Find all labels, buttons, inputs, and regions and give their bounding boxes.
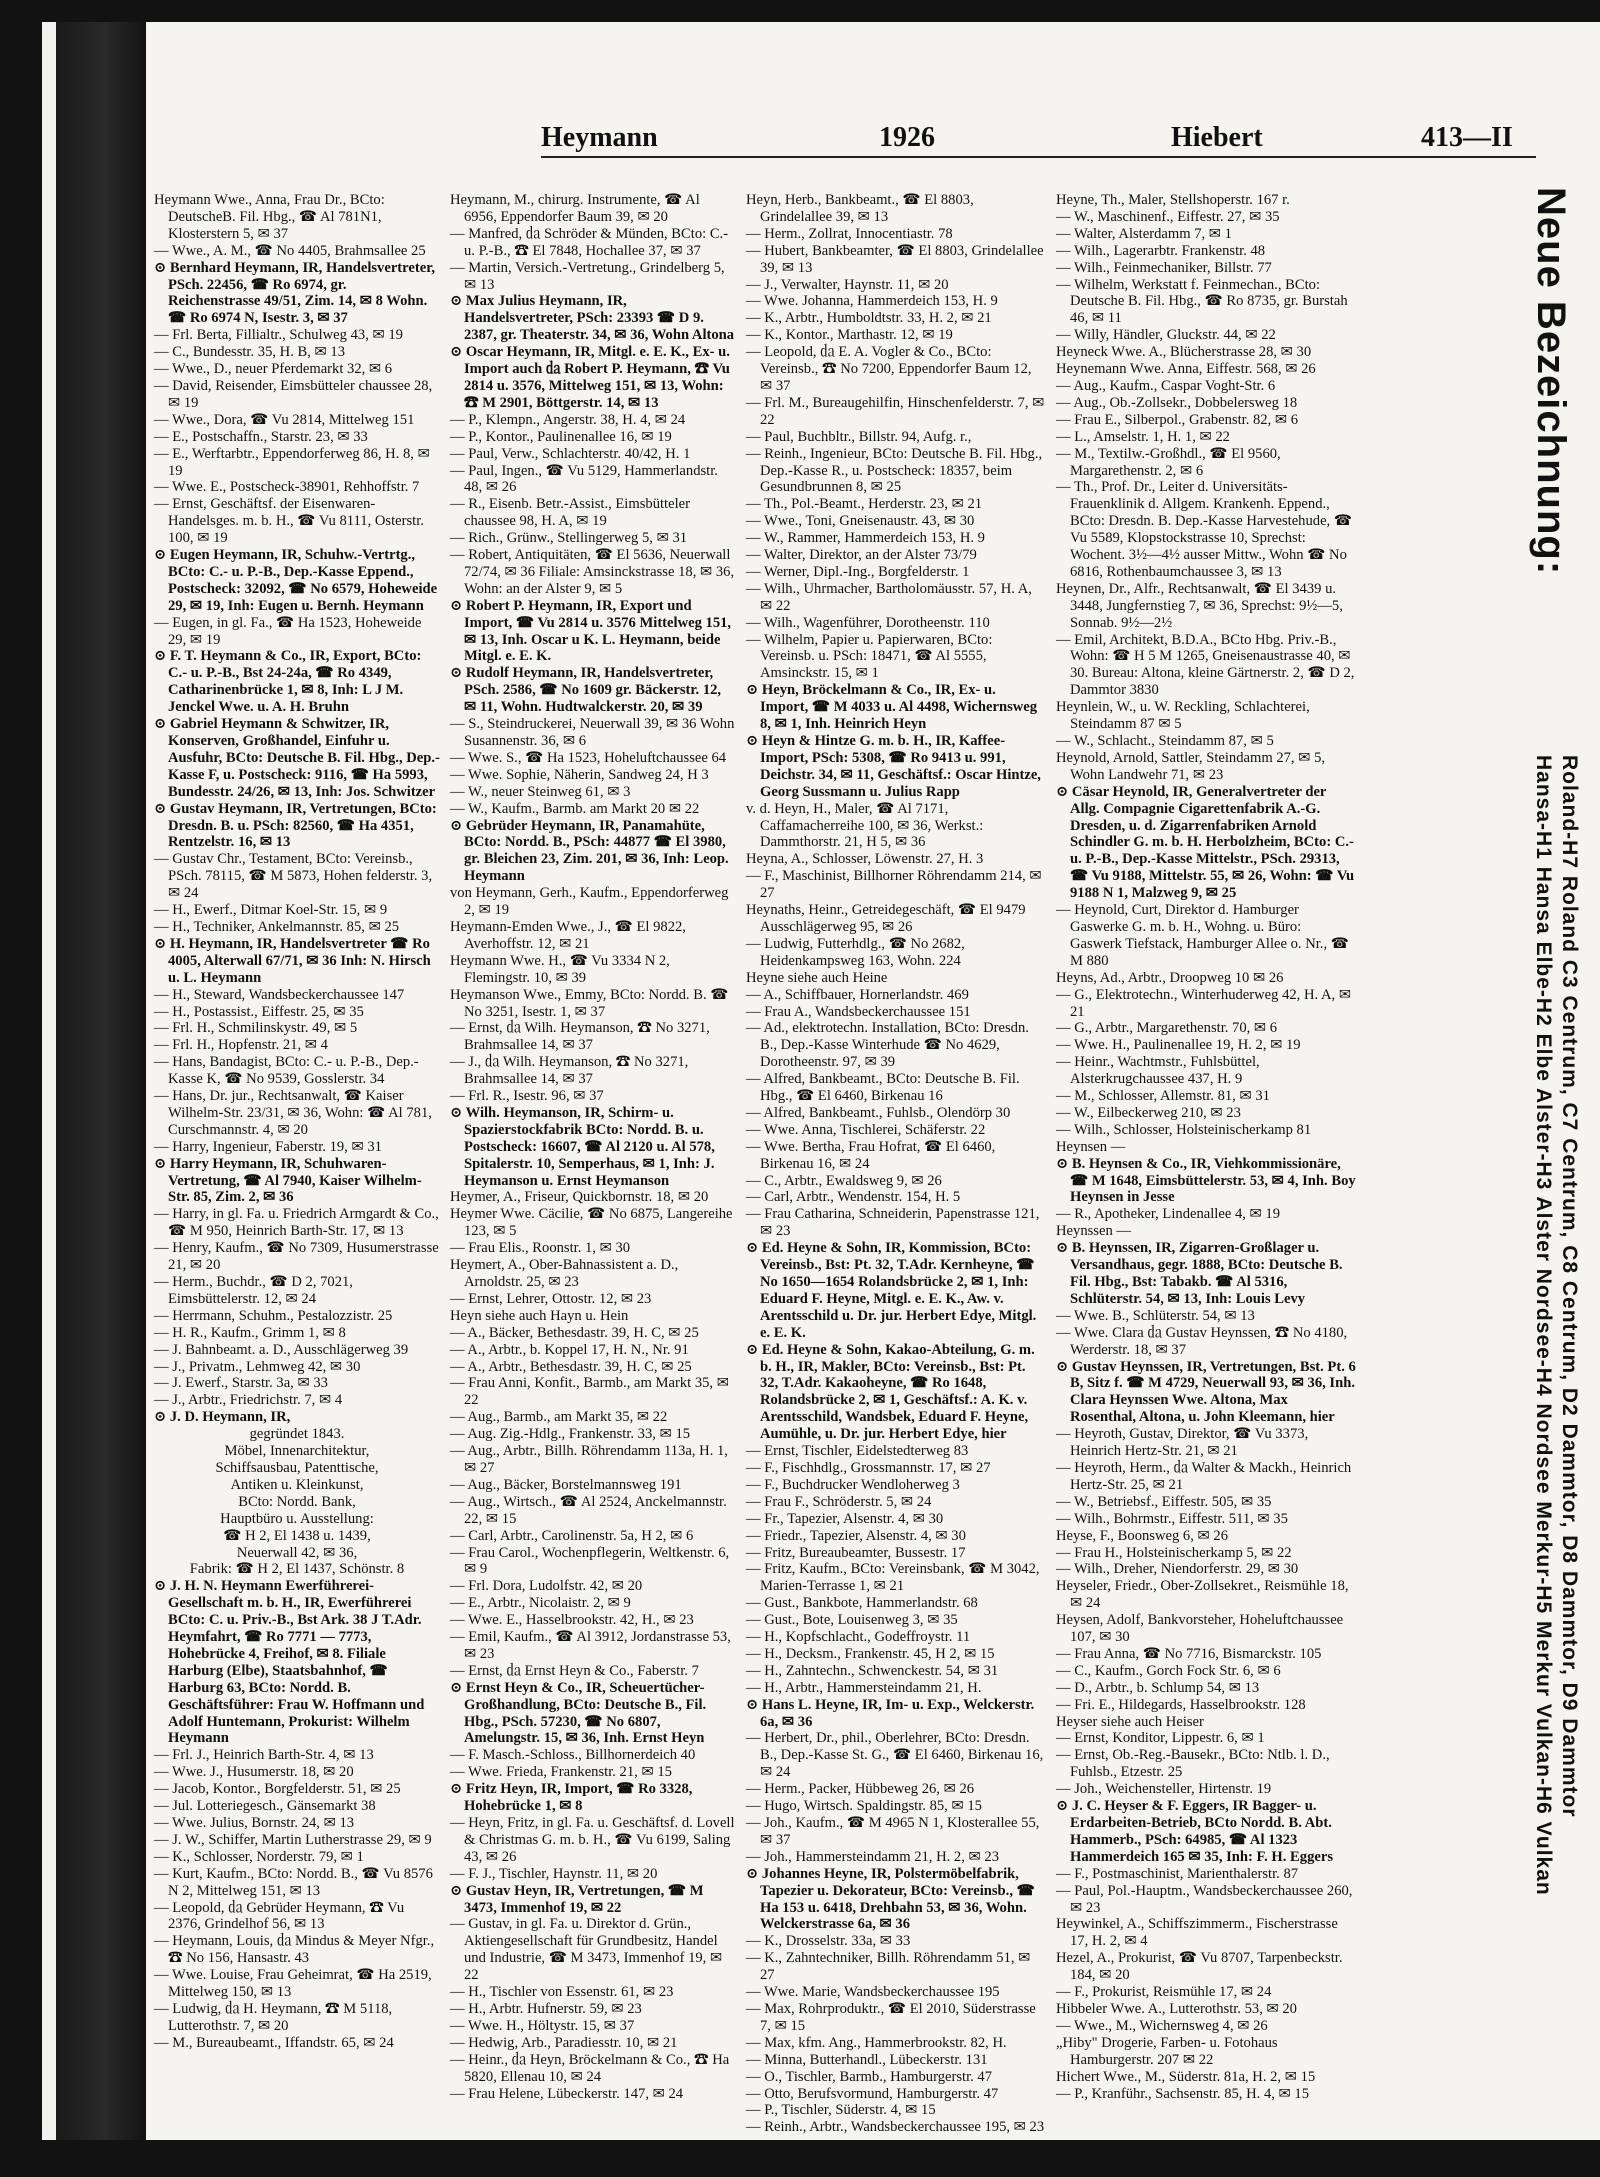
directory-entry: ⊙ Wilh. Heymanson, IR, Schirm- u. Spazierstockfabrik BCto: Nordd. B. u. Postscheck: 16607, ☎ Al 2120 u. Al 578, Spitalerstr. 10, Semperhaus, ✉ 1, Inh: J. Heymanson u. Ernst Heymanson [450, 1104, 715, 1189]
directory-entry: — Ernst, Konditor, Lippestr. 6, ✉ 1 [1056, 1730, 1265, 1747]
directory-entry: — Wwe., Dora, ☎ Vu 2814, Mittelweg 151 [154, 411, 415, 428]
directory-entry: — Wilhelm, Papier u. Papierwaren, BCto: Vereinsb. u. PSch: 18471, ☎ Al 5555, Amsinckstr. 15, ✉ 1 [746, 631, 993, 682]
directory-entry: — P., Klempn., Angerstr. 38, H. 4, ✉ 24 [450, 411, 686, 428]
directory-entry: — F. Masch.-Schloss., Billhornerdeich 40 [450, 1747, 696, 1764]
directory-entry: — R., Apotheker, Lindenallee 4, ✉ 19 [1056, 1206, 1281, 1223]
directory-entry: Heywinkel, A., Schiffszimmerm., Fischerstrasse 17, H. 2, ✉ 4 [1056, 1916, 1338, 1950]
directory-entry: Heyn, Herb., Bankbeamt., ☎ El 8803, Grindelallee 39, ✉ 13 [746, 192, 974, 225]
directory-entry: — H., Tischler von Essenstr. 61, ✉ 23 [450, 1984, 674, 2001]
directory-entry: — Kurt, Kaufm., BCto: Nordd. B., ☎ Vu 8576 N 2, Mittelweg 151, ✉ 13 [154, 1865, 433, 1899]
directory-entry: — Frl. J., Heinrich Barth-Str. 4, ✉ 13 [154, 1747, 374, 1764]
directory-entry: — Max, Rohrproduktr., ☎ El 2010, Süderstrasse 7, ✉ 15 [746, 2000, 1036, 2034]
directory-entry: — Wwe. S., ☎ Ha 1523, Hoheluftchaussee 64 [450, 749, 727, 766]
directory-entry: Heyseler, Friedr., Ober-Zollsekret., Reismühle 18, ✉ 24 [1056, 1578, 1349, 1612]
sidebar-title-text: Neue Bezeichnung: [1529, 187, 1573, 576]
directory-entry: ⊙ Gustav Heynssen, IR, Vertretungen, Bst. Pt. 6 B, Sitz f. ☎ M 4729, Neuerwall 93, ✉ 36, Inh. Clara Heynssen Wwe. Altona, Max Rosenthal, Altona, u. John Kleemann, hier [1056, 1358, 1356, 1426]
directory-entry: — Wwe. Marie, Wandsbeckerchaussee 195 [746, 1984, 1000, 2001]
directory-entry: — Wilh., Uhrmacher, Bartholomäusstr. 57, H. A, ✉ 22 [746, 580, 1032, 614]
directory-entry: — Wwe. H., Höltystr. 15, ✉ 37 [450, 2017, 635, 2034]
directory-entry: — J. Bahnbeamt. a. D., Ausschlägerweg 39 [154, 1341, 409, 1358]
directory-entry: — Aug., Arbtr., Billh. Röhrendamm 113a, H. 1, ✉ 27 [450, 1443, 728, 1476]
directory-entry: ⊙ Gustav Heyn, IR, Vertretungen, ☎ M 3473, Immenhof 19, ✉ 22 [450, 1882, 704, 1916]
directory-entry: Antiken u. Kleinkunst, [230, 1476, 364, 1493]
directory-entry: — Ernst, Tischler, Eidelstedterweg 83 [746, 1443, 969, 1460]
directory-entry: — Reinh., Arbtr., Wandsbeckerchaussee 195, ✉ 23 [746, 2119, 1045, 2136]
book-gutter [56, 22, 146, 2140]
directory-entry: ⊙ Gebrüder Heymann, IR, Panamahüte, BCto: Nordd. B., PSch: 44877 ☎ El 3980, gr. Bleichen 23, Zim. 201, ✉ 36, Inh: Leop. Heymann [450, 817, 729, 885]
directory-entry: ⊙ J. D. Heymann, IR, [154, 1409, 291, 1426]
directory-entry: — Leopold, ㍲ E. A. Vogler & Co., BCto: Vereinsb., ☎ No 7200, Eppendorfer Baum 12, ✉ 37 [746, 344, 1032, 394]
directory-entry: Hauptbüro u. Ausstellung: [220, 1510, 374, 1527]
directory-entry: — H., Ewerf., Ditmar Koel-Str. 15, ✉ 9 [154, 902, 388, 919]
directory-entry: — A., Arbtr., Bethesdastr. 39, H. C, ✉ 25 [450, 1358, 692, 1375]
directory-entry: ⊙ Johannes Heyne, IR, Polstermöbelfabrik, Tapezier u. Dekorateur, BCto: Vereinsb., ☎ Ha 153 u. 6418, Drehbahn 53, ✉ 36, Wohn. Welckerstrasse 6a, ✉ 36 [746, 1865, 1035, 1933]
directory-entry: ⊙ B. Heynssen, IR, Zigarren-Großlager u. Versandhaus, gegr. 1888, BCto: Deutsche B. Fil. Hbg., Bst: Tabakb. ☎ Al 5316, Schlüterstr. 54, ✉ 13, Inh: Louis Levy [1056, 1240, 1343, 1307]
directory-entry: — K., Kontor., Marthastr. 12, ✉ 19 [746, 327, 953, 344]
directory-entry: — F., Fischhdlg., Grossmannstr. 17, ✉ 27 [746, 1459, 991, 1476]
directory-entry: Heyns, Ad., Arbtr., Droopweg 10 ✉ 26 [1056, 969, 1284, 986]
directory-entry: — Paul, Pol.-Hauptm., Wandsbeckerchaussee 260, ✉ 23 [1056, 1882, 1353, 1916]
directory-entry: — Hugo, Wirtsch. Spaldingstr. 85, ✉ 15 [746, 1798, 982, 1815]
directory-entry: Hibbeler Wwe. A., Lutterothstr. 53, ✉ 20 [1056, 2000, 1297, 2017]
directory-entry: — Heyroth, Herm., ㍲ Walter & Mackh., Heinrich Hertz-Str. 25, ✉ 21 [1056, 1459, 1352, 1493]
directory-entry: Heyser siehe auch Heiser [1056, 1713, 1204, 1730]
directory-entry: — P., Kontor., Paulinenallee 16, ✉ 19 [450, 428, 672, 445]
directory-entry: — J., ㍲ Wilh. Heymanson, ☎ No 3271, Brahmsallee 14, ✉ 37 [450, 1054, 689, 1088]
directory-entry: — Ludwig, ㍲ H. Heymann, ☎ M 5118, Lutterothstr. 7, ✉ 20 [154, 2000, 393, 2034]
directory-entry: — Willy, Händler, Gluckstr. 44, ✉ 22 [1056, 327, 1276, 344]
directory-entry: ⊙ J. H. N. Heymann Ewerführerei-Gesellschaft m. b. H., IR, Ewerführerei BCto: C. u. Priv.-B., Bst Ark. 38 J T.Adr. Heymfahrt, ☎ Ro 7771 — 7773, Hohebrücke 4, Freihof, ✉ 8. Filiale Harburg (Elbe), Staatsbahnhof, ☎ Harburg 63, BCto: Nordd. B. Geschäftsführer: Frau W. Hoffmann und Adolf Huntemann, Prokurist: Wilhelm Heymann [154, 1578, 425, 1747]
header-right-keyword: Hiebert [1171, 122, 1263, 153]
directory-entry: — Frau E., Silberpol., Grabenstr. 82, ✉ 6 [1056, 411, 1299, 428]
directory-entry: ⊙ F. T. Heymann & Co., IR, Export, BCto: C.- u. P.-B., Bst 24-24a, ☎ Ro 4349, Catharinenbrücke 1, ✉ 8, Inh: L J M. Jenckel Wwe. u. A. H. Bruhn [154, 648, 422, 716]
directory-entry: ⊙ H. Heymann, IR, Handelsvertreter ☎ Ro 4005, Alterwall 67/71, ✉ 36 Inh: N. Hirsch u. L. Heymann [154, 935, 431, 986]
scan-border-top [0, 0, 1600, 22]
sidebar-districts-2-text: Roland-H7 Roland C3 Centrum, C7 Centrum, C8 Centrum, D2 Dammtor, D8 Dammtor, D9 Dammtor [1558, 755, 1581, 1818]
directory-entry: — E., Arbtr., Nicolaistr. 2, ✉ 9 [450, 1595, 631, 1612]
directory-entry: — Gustav Chr., Testament, BCto: Vereinsb., PSch. 78115, ☎ M 5873, Hohen felderstr. 3, ✉ 24 [154, 851, 433, 902]
directory-entry: — D., Arbtr., b. Schlump 54, ✉ 13 [1056, 1679, 1260, 1696]
directory-entry: — Frau Carol., Wochenpflegerin, Weltkenstr. 6, ✉ 9 [450, 1544, 730, 1578]
directory-entry: — Frl. H., Schmilinskystr. 49, ✉ 5 [154, 1020, 358, 1037]
directory-entry: — Wilh., Lagerarbtr. Frankenstr. 48 [1056, 242, 1266, 259]
directory-entry: — Wwe. B., Schlüterstr. 54, ✉ 13 [1056, 1307, 1255, 1324]
directory-entry: — A., Schiffbauer, Hornerlandstr. 469 [746, 986, 969, 1003]
directory-entry: — Frl. R., Isestr. 96, ✉ 37 [450, 1088, 604, 1105]
directory-entry: — Wilh., Dreher, Niendorferstr. 29, ✉ 30 [1056, 1561, 1299, 1578]
directory-entry: — O., Tischler, Barmb., Hamburgerstr. 47 [746, 2068, 993, 2085]
directory-entry: — W., Maschinenf., Eiffestr. 27, ✉ 35 [1056, 208, 1280, 225]
header-page-number: 413—II [1421, 122, 1513, 153]
directory-entry: — Werner, Dipl.-Ing., Borgfelderstr. 1 [746, 563, 970, 580]
directory-entry: — Wwe. Louise, Frau Geheimrat, ☎ Ha 2519, Mittelweg 150, ✉ 13 [154, 1967, 432, 2001]
directory-entry: von Heymann, Gerh., Kaufm., Eppendorferweg 2, ✉ 19 [450, 885, 729, 919]
directory-entry: Heymer Wwe. Cäcilie, ☎ No 6875, Langereihe 123, ✉ 5 [450, 1206, 733, 1240]
directory-entry: — Aug. Zig.-Hdlg., Frankenstr. 33, ✉ 15 [450, 1426, 691, 1443]
directory-entry: — Harry, in gl. Fa. u. Friedrich Armgardt & Co., ☎ M 950, Heinrich Barth-Str. 17, ✉ 13 [154, 1206, 439, 1240]
directory-entry: — Herrmann, Schuhm., Pestalozzistr. 25 [154, 1307, 393, 1324]
directory-entry: — Hubert, Bankbeamter, ☎ El 8803, Grindelallee 39, ✉ 13 [746, 242, 1044, 276]
directory-entry: — Heinr., Wachtmstr., Fuhlsbüttel, Alsterkrugchaussee 437, H. 9 [1056, 1054, 1260, 1088]
directory-entry: Heynsen — [1056, 1138, 1126, 1155]
directory-entry: — Th., Pol.-Beamt., Herderstr. 23, ✉ 21 [746, 496, 983, 513]
directory-entry: ⊙ Heyn, Bröckelmann & Co., IR, Ex- u. Import, ☎ M 4033 u. Al 4498, Wichernsweg 8, ✉ 1, Inh. Heinrich Heyn [746, 682, 1038, 733]
directory-entry: — C., Bundesstr. 35, H. B, ✉ 13 [154, 344, 346, 361]
directory-entry: — W., Eilbeckerweg 210, ✉ 23 [1056, 1104, 1241, 1121]
directory-entry: — Aug., Wirtsch., ☎ Al 2524, Anckelmannstr. 22, ✉ 15 [450, 1493, 727, 1527]
directory-entry: — Aug., Ob.-Zollsekr., Dobbelersweg 18 [1056, 394, 1298, 411]
directory-entry: Heymann Wwe. H., ☎ Vu 3334 N 2, Flemingstr. 10, ✉ 39 [450, 952, 670, 986]
directory-entry: — Frl. Berta, Fillialtr., Schulweg 43, ✉ 19 [154, 327, 403, 344]
directory-entry: Schiffsausbau, Patenttische, [215, 1459, 379, 1476]
directory-entry: Heymann-Emden Wwe., J., ☎ El 9822, Averhoffstr. 12, ✉ 21 [450, 918, 686, 952]
directory-entry: Heymann, M., chirurg. Instrumente, ☎ Al 6956, Eppendorfer Baum 39, ✉ 20 [450, 192, 700, 225]
directory-entry: Heyse, F., Boonsweg 6, ✉ 26 [1056, 1527, 1228, 1544]
directory-entry: — Rich., Grünw., Stellingerweg 5, ✉ 31 [450, 530, 688, 547]
directory-entry: — H., Postassist., Eiffestr. 25, ✉ 35 [154, 1003, 364, 1020]
directory-entry: — R., Eisenb. Betr.-Assist., Eimsbütteler chaussee 98, H. A, ✉ 19 [450, 496, 690, 530]
directory-entry: — Ernst, Lehrer, Ottostr. 12, ✉ 23 [450, 1290, 652, 1307]
directory-entry: — Ad., elektrotechn. Installation, BCto: Dresdn. B., Dep.-Kasse Winterhude ☎ No 4629, Dorotheenstr. 97, ✉ 39 [746, 1020, 1029, 1071]
directory-entry: — Herbert, Dr., phil., Oberlehrer, BCto: Dresdn. B., Dep.-Kasse St. G., ☎ El 6460, Birkenau 16, ✉ 24 [746, 1730, 1044, 1781]
directory-entry: — E., Postschaffn., Starstr. 23, ✉ 33 [154, 428, 368, 445]
scan-border-bottom [0, 2140, 1600, 2177]
directory-entry: — H., Techniker, Ankelmannstr. 85, ✉ 25 [154, 918, 400, 935]
directory-entry: — Wwe. Clara ㍲ Gustav Heynssen, ☎ No 4180, Werderstr. 18, ✉ 37 [1056, 1324, 1348, 1358]
directory-entry: — Martin, Versich.-Vertretung., Grindelberg 5, ✉ 13 [450, 259, 725, 293]
directory-entry: — Wwe. Frieda, Frankenstr. 21, ✉ 15 [450, 1764, 672, 1781]
directory-entry: — Frau Catharina, Schneiderin, Papenstrasse 121, ✉ 23 [746, 1206, 1040, 1240]
directory-entry: — Fr., Tapezier, Alsenstr. 4, ✉ 30 [746, 1510, 944, 1527]
directory-entry: — Alfred, Bankbeamt., Fuhlsb., Olendörp 30 [746, 1104, 1011, 1121]
header-left-keyword: Heymann [541, 122, 658, 153]
directory-entry: — Frau Elis., Roonstr. 1, ✉ 30 [450, 1240, 631, 1257]
directory-entry: — E., Werftarbtr., Eppendorferweg 86, H. 8, ✉ 19 [154, 445, 430, 479]
directory-entry: Möbel, Innenarchitektur, [224, 1443, 370, 1460]
directory-entry: — W., Betriebsf., Eiffestr. 505, ✉ 35 [1056, 1493, 1272, 1510]
directory-entry: ⊙ Ed. Heyne & Sohn, IR, Kommission, BCto: Vereinsb., Bst: Pt. 32, T.Adr. Kernheyne, ☎ No 1650—1654 Rolandsbrücke 2, ✉ 1, Inh: Eduard F. Heyne, Mitgl. e. E. K., Aw. v. Arentsschild u. Dr. jur. Herbert Edye, Mitgl. e. E. K. [746, 1240, 1037, 1341]
directory-entry: ⊙ Rudolf Heymann, IR, Handelsvertreter, PSch. 2586, ☎ No 1609 gr. Bäckerstr. 12, ✉ 11, Wohn. Hudtwalckerstr. 20, ✉ 39 [450, 665, 722, 716]
directory-entry: — Frau Anni, Konfit., Barmb., am Markt 35, ✉ 22 [450, 1375, 729, 1409]
directory-entry: — Aug., Bäcker, Borstelmannsweg 191 [450, 1476, 682, 1493]
directory-entry: — W., Schlacht., Steindamm 87, ✉ 5 [1056, 733, 1274, 749]
page-header [541, 122, 1536, 158]
directory-entry: — Walter, Direktor, an der Alster 73/79 [746, 547, 977, 564]
directory-entry: — Otto, Berufsvormund, Hamburgerstr. 47 [746, 2085, 999, 2102]
directory-entry: — Wwe., M., Wichernsweg 4, ✉ 26 [1056, 2017, 1268, 2034]
directory-entry: — Heymann, Louis, ㍲ Mindus & Meyer Nfgr., ☎ No 156, Hansastr. 43 [154, 1933, 435, 1967]
directory-entry: — Joh., Weichensteller, Hirtenstr. 19 [1056, 1781, 1272, 1798]
directory-entry: — Minna, Butterhandl., Lübeckerstr. 131 [746, 2051, 988, 2068]
directory-entry: Heyne, Th., Maler, Stellshoperstr. 167 r. [1056, 192, 1290, 208]
directory-entry: Hichert Wwe., M., Süderstr. 81a, H. 2, ✉ 15 [1056, 2068, 1316, 2085]
directory-entry: — J. Ewerf., Starstr. 3a, ✉ 33 [154, 1375, 328, 1392]
directory-entry: Heynemann Wwe. Anna, Eiffestr. 568, ✉ 26 [1056, 361, 1316, 378]
directory-entry: Heymert, A., Ober-Bahnassistent a. D., Arnoldstr. 25, ✉ 23 [450, 1257, 679, 1290]
directory-entry: — K., Zahntechniker, Billh. Röhrendamm 51, ✉ 27 [746, 1950, 1031, 1984]
directory-entry: — Henry, Kaufm., ☎ No 7309, Husumerstrasse 21, ✉ 20 [154, 1240, 439, 1274]
directory-entry: Heynlein, W., u. W. Reckling, Schlachterei, Steindamm 87 ✉ 5 [1056, 699, 1310, 733]
directory-entry: — K., Schlosser, Norderstr. 79, ✉ 1 [154, 1848, 364, 1865]
directory-entry: — M., Bureaubeamt., Iffandstr. 65, ✉ 24 [154, 2034, 394, 2051]
sidebar-districts-2 [1551, 755, 1595, 2035]
directory-entry: — Wwe. Sophie, Näherin, Sandweg 24, H 3 [450, 766, 709, 783]
directory-entry: Hezel, A., Prokurist, ☎ Vu 8707, Tarpenbeckstr. 184, ✉ 20 [1056, 1950, 1343, 1984]
directory-entry: — Gust., Bankbote, Hammerlandstr. 68 [746, 1595, 978, 1612]
header-year: 1926 [879, 122, 935, 153]
directory-entry: Heymer, A., Friseur, Quickbornstr. 18, ✉ 20 [450, 1189, 709, 1206]
directory-entry: — Frl. Dora, Ludolfstr. 42, ✉ 20 [450, 1578, 643, 1595]
directory-entry: ⊙ Max Julius Heymann, IR, Handelsvertreter, PSch: 23393 ☎ D 9. 2387, gr. Theaterstr. 34, ✉ 36, Wohn Altona [450, 293, 735, 344]
directory-entry: ⊙ Cäsar Heynold, IR, Generalvertreter der Allg. Compagnie Cigarettenfabrik A.-G. Dresden, u. d. Zigarrenfabriken Arnold Schindler G. m. b. H. Herbolzheim, BCto: C.- u. P.-B., Dep.-Kasse Mittelstr., PSch. 29313, ☎ Vu 9188, Mittelstr. 55, ✉ 26, Wohn: ☎ Vu 9188 N 1, Malzweg 9, ✉ 25 [1056, 783, 1355, 902]
directory-entry: Heynaths, Heinr., Getreidegeschäft, ☎ El 9479 Ausschlägerweg 95, ✉ 26 [746, 902, 1026, 935]
directory-entry: — A., Bäcker, Bethesdastr. 39, H. C, ✉ 25 [450, 1324, 699, 1341]
directory-entry: ⊙ Oscar Heymann, IR, Mitgl. e. E. K., Ex- u. Import auch ㍲ Robert P. Heymann, ☎ Vu 2814 u. 3576, Mittelweg 151, ✉ 13, Wohn: ☎ M 2901, Böttgerstr. 14, ✉ 13 [450, 344, 730, 411]
directory-entry: — M., Schlosser, Allemstr. 81, ✉ 31 [1056, 1088, 1270, 1105]
directory-entry: — Frau Anna, ☎ No 7716, Bismarckstr. 105 [1056, 1645, 1322, 1662]
directory-entry: — Wwe., D., neuer Pferdemarkt 32, ✉ 6 [154, 361, 393, 378]
directory-entry: — Gustav, in gl. Fa. u. Direktor d. Grün., Aktiengesellschaft für Grundbesitz, Handel und Industrie, ☎ M 3473, Immenhof 19, ✉ 22 [450, 1916, 723, 1984]
directory-entry: ⊙ Gustav Heymann, IR, Vertretungen, BCto: Dresdn. B. u. PSch: 82560, ☎ Ha 4351, Rentzelstr. 16, ✉ 13 [154, 800, 437, 851]
directory-entry: — H., Zahntechn., Schwenckestr. 54, ✉ 31 [746, 1662, 999, 1679]
directory-entry: — Hedwig, Arb., Paradiesstr. 10, ✉ 21 [450, 2034, 678, 2051]
directory-entry: — Emil, Kaufm., ☎ Al 3912, Jordanstrasse 53, ✉ 23 [450, 1629, 731, 1662]
directory-entry: — Wwe. J., Husumerstr. 18, ✉ 20 [154, 1764, 354, 1781]
directory-entry: — F., Buchdrucker Wendloherweg 3 [746, 1476, 960, 1493]
directory-entry: — Manfred, ㍲ Schröder & Münden, BCto: C.- u. P.-B., ☎ El 7848, Hochallee 37, ✉ 37 [450, 225, 729, 259]
directory-entry: — Frl. M., Bureaugehilfin, Hinschenfelderstr. 7, ✉ 22 [746, 394, 1045, 428]
directory-entry: — Robert, Antiquitäten, ☎ El 5636, Neuerwall 72/74, ✉ 36 Filiale: Amsinckstrasse 18, ✉ 36, Wohn: an der Alster 9, ✉ 5 [450, 547, 735, 597]
directory-entry: — C., Arbtr., Ewaldsweg 9, ✉ 26 [746, 1172, 942, 1189]
sidebar-districts-1-text: Hansa-H1 Hansa Elbe-H2 Elbe Alster-H3 Alster Nordsee-H4 Nordsee Merkur-H5 Merkur Vulkan-H6 Vulkan [1532, 755, 1555, 1896]
directory-entry: — Wilh., Feinmechaniker, Billstr. 77 [1056, 259, 1272, 276]
directory-page [146, 22, 1600, 2140]
directory-entry: — G., Arbtr., Margarethenstr. 70, ✉ 6 [1056, 1020, 1278, 1037]
directory-entry: — H., Steward, Wandsbeckerchaussee 147 [154, 986, 405, 1003]
directory-entry: — Joh., Hammersteindamm 21, H. 2, ✉ 23 [746, 1848, 999, 1865]
directory-entry: Heyna, A., Schlosser, Löwenstr. 27, H. 3 [746, 851, 984, 868]
directory-entry: Heynold, Arnold, Sattler, Steindamm 27, ✉ 5, Wohn Landwehr 71, ✉ 23 [1056, 749, 1326, 783]
directory-entry: Heynen, Dr., Alfr., Rechtsanwalt, ☎ El 3439 u. 3448, Jungfernstieg 7, ✉ 36, Sprechst: 9½—5, Sonnab. 9½—2½ [1056, 580, 1343, 631]
directory-entry: — Frl. H., Hopfenstr. 21, ✉ 4 [154, 1037, 328, 1054]
directory-entry: — H., Decksm., Frankenstr. 45, H 2, ✉ 15 [746, 1645, 995, 1662]
directory-entry: — Harry, Ingenieur, Faberstr. 19, ✉ 31 [154, 1138, 382, 1155]
directory-entry: — Paul, Verw., Schlachterstr. 40/42, H. 1 [450, 445, 691, 462]
directory-entry: Heymann Wwe., Anna, Frau Dr., BCto: DeutscheB. Fil. Hbg., ☎ Al 781N1, Klosterstern 5, ✉ 37 [154, 192, 385, 242]
directory-entry: — Frau H., Holsteinischerkamp 5, ✉ 22 [1056, 1544, 1292, 1561]
directory-column-2 [450, 192, 736, 2102]
directory-entry: — Fritz, Bureaubeamter, Bussestr. 17 [746, 1544, 966, 1561]
directory-entry: — H., Arbtr., Hammersteindamm 21, H. [746, 1679, 982, 1696]
directory-entry: — Heyn, Fritz, in gl. Fa. u. Geschäftsf. d. Lovell & Christmas G. m. b. H., ☎ Vu 6199, Saling 43, ✉ 26 [450, 1815, 735, 1865]
directory-entry: — S., Steindruckerei, Neuerwall 39, ✉ 36 Wohn Susannenstr. 36, ✉ 6 [450, 716, 735, 749]
directory-entry: — F., Postmaschinist, Marienthalerstr. 87 [1056, 1865, 1299, 1882]
directory-entry: — Eugen, in gl. Fa., ☎ Ha 1523, Hoheweide 29, ✉ 19 [154, 614, 422, 648]
directory-column-1 [154, 192, 440, 2051]
directory-entry: — Wwe. E., Postscheck-38901, Rehhoffstr. 7 [154, 479, 420, 496]
directory-entry: ⊙ J. C. Heyser & F. Eggers, IR Bagger- u. Erdarbeiten-Betrieb, BCto Nordd. B. Abt. Hammerb., PSch: 64985, ☎ Al 1323 Hammerdeich 165 ✉ 35, Inh: F. H. Eggers [1056, 1798, 1334, 1865]
directory-entry: Heynssen — [1056, 1223, 1131, 1240]
directory-entry: — Jul. Lotteriegesch., Gänsemarkt 38 [154, 1798, 376, 1815]
directory-entry: — H., Kopfschlacht., Godeffroystr. 11 [746, 1629, 971, 1646]
directory-entry: — Paul, Buchbltr., Billstr. 94, Aufg. r., [746, 428, 972, 445]
directory-entry: — Wilh., Wagenführer, Dorotheenstr. 110 [746, 614, 990, 631]
directory-entry: — Wwe. Johanna, Hammerdeich 153, H. 9 [746, 293, 998, 310]
directory-entry: — Frau A., Wandsbeckerchaussee 151 [746, 1003, 971, 1020]
directory-entry: — Wwe., Toni, Gneisenaustr. 43, ✉ 30 [746, 513, 975, 530]
directory-entry: ⊙ Gabriel Heymann & Schwitzer, IR, Konserven, Großhandel, Einfuhr u. Ausfuhr, BCto: Deutsche B. Fil. Hbg., Dep.-Kasse F, u. Postscheck: 9116, ☎ Ha 5993, Bundesstr. 24/26, ✉ 13, Inh: Jos. Schwitzer [154, 716, 440, 800]
directory-entry: — F., Maschinist, Billhorner Röhrendamm 214, ✉ 27 [746, 868, 1042, 902]
directory-entry: — Leopold, ㍲ Gebrüder Heymann, ☎ Vu 2376, Grindelhof 56, ✉ 13 [154, 1899, 405, 1933]
directory-entry: ⊙ Ed. Heyne & Sohn, Kakao-Abteilung, G. m. b. H., IR, Makler, BCto: Vereinsb., Bst: Pt. 32, T.Adr. Kakaoheyne, ☎ Ro 1648, Rolandsbrücke 2, ✉ 1, Geschäftsf.: A. K. v. Arentsschild, Wandsbek, Eduard F. Heyne, Aumühle, u. Dr. jur. Herbert Edye, hier [746, 1341, 1035, 1443]
directory-entry: — F., Prokurist, Reismühle 17, ✉ 24 [1056, 1984, 1272, 2001]
directory-entry: — Wwe. Bertha, Frau Hofrat, ☎ El 6460, Birkenau 16, ✉ 24 [746, 1138, 996, 1172]
directory-entry: — K., Arbtr., Humboldtstr. 33, H. 2, ✉ 21 [746, 310, 992, 327]
directory-entry: ⊙ Bernhard Heymann, IR, Handelsvertreter, PSch. 22456, ☎ Ro 6974, gr. Reichenstrasse 49/51, Zim. 14, ✉ 8 Wohn. ☎ Ro 6974 N, Isestr. 3, ✉ 37 [154, 259, 435, 327]
directory-entry: — G., Elektrotechn., Winterhuderweg 42, H. A, ✉ 21 [1056, 986, 1352, 1020]
directory-entry: Fabrik: ☎ H 2, El 1437, Schönstr. 8 [189, 1561, 405, 1578]
directory-column-4 [1056, 192, 1356, 2102]
directory-entry: Heymanson Wwe., Emmy, BCto: Nordd. B. ☎ No 3251, Isestr. 1, ✉ 37 [450, 986, 729, 1020]
directory-entry: ⊙ Heyn & Hintze G. m. b. H., IR, Kaffee-Import, PSch: 5308, ☎ Ro 9413 u. 991, Deichstr. 34, ✉ 11, Geschäftsf.: Oscar Hintze, Georg Sussmann u. Julius Rapp [746, 733, 1041, 800]
directory-entry: — Joh., Kaufm., ☎ M 4965 N 1, Klosterallee 55, ✉ 37 [746, 1815, 1040, 1848]
directory-entry: — Jacob, Kontor., Borgfelderstr. 51, ✉ 25 [154, 1781, 401, 1798]
directory-entry: — Herm., Packer, Hübbeweg 26, ✉ 26 [746, 1781, 975, 1798]
directory-entry: ⊙ Ernst Heyn & Co., IR, Scheuertücher-Großhandlung, BCto: Deutsche B., Fil. Hbg., PSch. 57230, ☎ No 6807, Amelungstr. 15, ✉ 36, Inh. Ernst Heyn [450, 1679, 707, 1747]
directory-entry: — Carl, Arbtr., Wendenstr. 154, H. 5 [746, 1189, 961, 1206]
directory-entry: — H. R., Kaufm., Grimm 1, ✉ 8 [154, 1324, 346, 1341]
directory-entry: — F. J., Tischler, Haynstr. 11, ✉ 20 [450, 1865, 658, 1882]
directory-entry: — Heinr., ㍲ Heyn, Bröckelmann & Co., ☎ Ha 5820, Ellenau 10, ✉ 24 [450, 2051, 730, 2085]
directory-entry: — W., neuer Steinweg 61, ✉ 3 [450, 783, 631, 800]
directory-entry: BCto: Nordd. Bank, [238, 1493, 356, 1510]
directory-entry: — Hans, Bandagist, BCto: C.- u. P.-B., Dep.-Kasse K, ☎ No 9539, Gosslerstr. 34 [154, 1054, 419, 1088]
directory-entry: — Heyroth, Gustav, Direktor, ☎ Vu 3373, Heinrich Hertz-Str. 21, ✉ 21 [1056, 1426, 1309, 1460]
directory-entry: — M., Textilw.-Großhdl., ☎ El 9560, Margarethenstr. 2, ✉ 6 [1056, 445, 1281, 479]
directory-entry: — Herm., Zollrat, Innocentiastr. 78 [746, 225, 953, 242]
directory-entry: — Gust., Bote, Louisenweg 3, ✉ 35 [746, 1612, 958, 1629]
directory-entry: — L., Amselstr. 1, H. 1, ✉ 22 [1056, 428, 1230, 445]
directory-entry: — Ludwig, Futterhdlg., ☎ No 2682, Heidenkampsweg 163, Wohn. 224 [746, 935, 965, 969]
directory-entry: Neuerwall 42, ✉ 36, [236, 1544, 358, 1561]
directory-entry: — J., Arbtr., Friedrichstr. 7, ✉ 4 [154, 1392, 343, 1409]
directory-entry: — Ernst, Geschäftsf. der Eisenwaren-Handelsges. m. b. H., ☎ Vu 8111, Osterstr. 100, ✉ 19 [154, 496, 424, 547]
directory-entry: — W., Kaufm., Barmb. am Markt 20 ✉ 22 [450, 800, 700, 817]
directory-entry: — J., Verwalter, Haynstr. 11, ✉ 20 [746, 276, 949, 293]
directory-entry: — Emil, Architekt, B.D.A., BCto Hbg. Priv.-B., Wohn: ☎ H 5 M 1265, Gneisenaustrasse 40, ✉ 30. Bureau: Altona, kleine Gärtnerstr. 2, ☎ D 2, Dammtor 3830 [1056, 631, 1355, 699]
directory-entry: — J. W., Schiffer, Martin Lutherstrasse 29, ✉ 9 [154, 1831, 432, 1848]
directory-entry: — Wilh., Schlosser, Holsteinischerkamp 81 [1056, 1121, 1312, 1138]
directory-entry: ⊙ Robert P. Heymann, IR, Export und Import, ☎ Vu 2814 u. 3576 Mittelweg 151, ✉ 13, Inh. Oscar u K. L. Heymann, beide Mitgl. e. E. K. [450, 597, 732, 665]
directory-entry: ☎ H 2, El 1438 u. 1439, [223, 1527, 371, 1544]
directory-entry: — W., Rammer, Hammerdeich 153, H. 9 [746, 530, 985, 547]
scan-border-left [0, 0, 42, 2177]
directory-entry: — Aug., Kaufm., Caspar Voght-Str. 6 [1056, 377, 1276, 394]
directory-entry: v. d. Heyn, H., Maler, ☎ Al 7171, Caffamacherreihe 100, ✉ 36, Werkst.: Dammthorstr. 21, H 5, ✉ 36 [746, 800, 984, 851]
directory-entry: — Wwe., A. M., ☎ No 4405, Brahmsallee 25 [154, 242, 426, 259]
directory-entry: — Paul, Ingen., ☎ Vu 5129, Hammerlandstr. 48, ✉ 26 [450, 462, 718, 496]
directory-entry: — Wwe. H., Paulinenallee 19, H. 2, ✉ 19 [1056, 1037, 1301, 1054]
directory-entry: — A., Arbtr., b. Koppel 17, H. N., Nr. 91 [450, 1341, 689, 1358]
directory-entry: — Friedr., Tapezier, Alsenstr. 4, ✉ 30 [746, 1527, 966, 1544]
directory-entry: — C., Kaufm., Gorch Fock Str. 6, ✉ 6 [1056, 1662, 1281, 1679]
directory-entry: — Reinh., Ingenieur, BCto: Deutsche B. Fil. Hbg., Dep.-Kasse R., u. Postscheck: 18357, beim Gesundbrunnen 8, ✉ 25 [746, 445, 1043, 496]
directory-entry: — Walter, Alsterdamm 7, ✉ 1 [1056, 225, 1232, 242]
directory-entry: ⊙ Fritz Heyn, IR, Import, ☎ Ro 3328, Hohebrücke 1, ✉ 8 [450, 1781, 693, 1815]
telephone-district-sidebar [1529, 187, 1595, 2007]
directory-entry: — Hans, Dr. jur., Rechtsanwalt, ☎ Kaiser Wilhelm-Str. 23/31, ✉ 36, Wohn: ☎ Al 781, Curschmannstr. 4, ✉ 20 [154, 1088, 432, 1138]
directory-entry: — J., Privatm., Lehmweg 42, ✉ 30 [154, 1358, 361, 1375]
directory-entry: — Heynold, Curt, Direktor d. Hamburger Gaswerke G. m. b. H., Wohng. u. Büro: Gaswerk Tiefstack, Hamburger Allee o. Nr., ☎ M 880 [1056, 902, 1349, 969]
directory-entry: — P., Kranführ., Sachsenstr. 85, H. 4, ✉ 15 [1056, 2085, 1310, 2102]
directory-entry: — Frau F., Schröderstr. 5, ✉ 24 [746, 1493, 932, 1510]
directory-column-3 [746, 192, 1046, 2136]
directory-entry: ⊙ Hans L. Heyne, IR, Im- u. Exp., Welckerstr. 6a, ✉ 36 [746, 1696, 1035, 1730]
directory-entry: — Fri. E., Hildegards, Hasselbrookstr. 128 [1056, 1696, 1306, 1713]
directory-entry: — Alfred, Bankbeamt., BCto: Deutsche B. Fil. Hbg., ☎ El 6460, Birkenau 16 [746, 1071, 1020, 1105]
directory-entry: — Wwe. Anna, Tischlerei, Schäferstr. 22 [746, 1121, 986, 1138]
directory-entry: ⊙ Harry Heymann, IR, Schuhwaren-Vertretung, ☎ Al 7940, Kaiser Wilhelm-Str. 85, Zim. 2, ✉ 36 [154, 1155, 422, 1206]
directory-entry: — Aug., Barmb., am Markt 35, ✉ 22 [450, 1409, 668, 1426]
directory-entry: — H., Arbtr. Hufnerstr. 59, ✉ 23 [450, 2000, 642, 2017]
directory-entry: — Ernst, Ob.-Reg.-Bausekr., BCto: Ntlb. l. D., Fuhlsb., Etzestr. 25 [1056, 1747, 1330, 1781]
directory-entry: — P., Tischler, Süderstr. 4, ✉ 15 [746, 2102, 936, 2119]
directory-entry: — Max, kfm. Ang., Hammerbrookstr. 82, H. [746, 2034, 1007, 2051]
directory-entry: — Ernst, ㍲ Ernst Heyn & Co., Faberstr. 7 [450, 1662, 699, 1679]
directory-entry: — Th., Prof. Dr., Leiter d. Universitäts-Frauenklinik d. Allgem. Krankenh. Eppend., BCto: Dresdn. B. Dep.-Kasse Harvestehude, ☎ Vu 5589, Klopstockstrasse 10, Sprechst: Wochent. 3½—4½ ausser Mittw., Wohn ☎ No 6816, Rothenbaumchaussee 3, ✉ 13 [1056, 479, 1353, 580]
directory-entry: — Wilhelm, Werkstatt f. Feinmechan., BCto: Deutsche B. Fil. Hbg., ☎ Ro 8735, gr. Burstah 46, ✉ 11 [1056, 276, 1348, 327]
directory-entry: Heyn siehe auch Hayn u. Hein [450, 1307, 629, 1324]
directory-entry: — Ernst, ㍲ Wilh. Heymanson, ☎ No 3271, Brahmsallee 14, ✉ 37 [450, 1020, 710, 1054]
directory-entry: — Wwe. E., Hasselbrookstr. 42, H., ✉ 23 [450, 1612, 694, 1629]
directory-entry: — Wwe. Julius, Bornstr. 24, ✉ 13 [154, 1815, 355, 1831]
directory-entry: Heysen, Adolf, Bankvorsteher, Hoheluftchaussee 107, ✉ 30 [1056, 1612, 1344, 1646]
directory-entry: ⊙ B. Heynsen & Co., IR, Viehkommissionäre, ☎ M 1648, Eimsbüttelerstr. 53, ✉ 4, Inh. Boy Heynsen in Jesse [1056, 1155, 1356, 1206]
directory-entry: „Hiby" Drogerie, Farben- u. Fotohaus Hamburgerstr. 207 ✉ 22 [1056, 2034, 1278, 2068]
directory-entry: — K., Drosselstr. 33a, ✉ 33 [746, 1933, 911, 1950]
directory-entry: ⊙ Eugen Heymann, IR, Schuhw.-Vertrtg., BCto: C.- u. P.-B., Dep.-Kasse Eppend., Postscheck: 32092, ☎ No 6579, Hoheweide 29, ✉ 19, Inh: Eugen u. Bernh. Heymann [154, 547, 438, 614]
directory-entry: — Fritz, Kaufm., BCto: Vereinsbank, ☎ M 3042, Marien-Terrasse 1, ✉ 21 [746, 1561, 1040, 1595]
directory-entry: — Wilh., Bohrmstr., Eiffestr. 511, ✉ 35 [1056, 1510, 1288, 1527]
directory-entry: Heyne siehe auch Heine [746, 969, 888, 986]
directory-entry: — David, Reisender, Eimsbütteler chaussee 28, ✉ 19 [154, 377, 433, 411]
directory-entry: gegründet 1843. [249, 1426, 345, 1443]
directory-entry: — Herm., Buchdr., ☎ D 2, 7021, Eimsbüttelerstr. 12, ✉ 24 [154, 1274, 353, 1307]
sidebar-title [1529, 187, 1595, 747]
directory-entry: — Carl, Arbtr., Carolinenstr. 5a, H 2, ✉ 6 [450, 1527, 694, 1544]
directory-entry: — Frau Helene, Lübeckerstr. 147, ✉ 24 [450, 2085, 684, 2102]
directory-entry: Heyneck Wwe. A., Blücherstrasse 28, ✉ 30 [1056, 344, 1312, 361]
